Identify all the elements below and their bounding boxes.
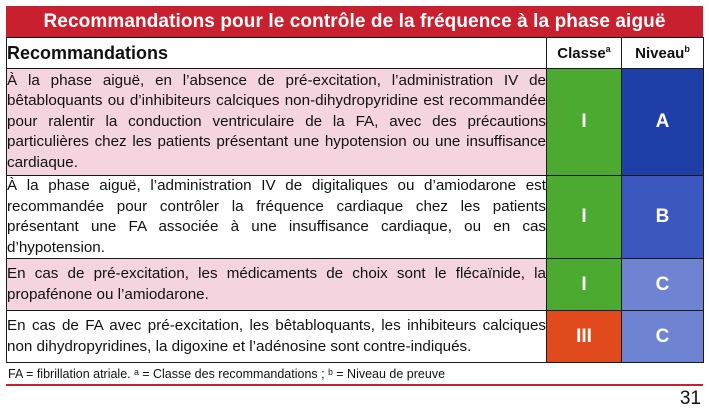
header-classe-label: Classe xyxy=(557,45,606,62)
class-badge: I xyxy=(547,176,622,259)
page-number: 31 xyxy=(679,388,701,409)
table-row xyxy=(7,311,704,363)
recommendation-text: En cas de pré-excitation, les médicaments de choix sont le flécaïnide, la propafénone ou l’amiodarone. xyxy=(7,259,547,311)
header-niveau xyxy=(622,38,704,69)
level-badge: B xyxy=(622,176,704,259)
header-classe-sup: a xyxy=(605,44,611,54)
recommendation-text: En cas de FA avec pré-excitation, les bêtabloquants, les inhibiteurs calciques non dihydropyridines, la digoxine et l’adénosine sont contre-indiqués. xyxy=(7,311,547,363)
table-header-row xyxy=(7,38,704,69)
level-badge: C xyxy=(622,311,704,363)
class-badge: I xyxy=(547,69,622,176)
table-title: Recommandations pour le contrôle de la fréquence à la phase aiguë xyxy=(6,6,703,37)
table-row xyxy=(7,176,704,259)
table-row xyxy=(7,259,704,311)
level-badge: A xyxy=(622,69,704,176)
footnote: FA = fibrillation atriale. ᵃ = Classe des recommandations ; ᵇ = Niveau de preuve xyxy=(8,367,446,381)
class-badge: I xyxy=(547,259,622,311)
header-niveau-sup: b xyxy=(684,44,690,54)
recommendation-text: À la phase aiguë, l’administration IV de digitaliques ou d’amiodarone est recommandée pour contrôler la fréquence cardiaque chez les patients présentant une FA associée à une insuffisance cardiaque, ou en cas d’hypotension. xyxy=(7,176,547,259)
recommendations-table xyxy=(6,37,704,363)
level-badge: C xyxy=(622,259,704,311)
divider xyxy=(6,384,703,386)
header-classe xyxy=(547,38,622,69)
table-row xyxy=(7,69,704,176)
class-badge: III xyxy=(547,311,622,363)
header-niveau-label: Niveau xyxy=(635,45,685,62)
recommendation-text: À la phase aiguë, en l’absence de pré-excitation, l’administration IV de bêtabloquants ou d’inhibiteurs calciques non-dihydropyridine est recommandée pour ralentir la conduction ventriculaire de la FA, avec des précautions particulières chez les patients présentant une hypotension ou une insuffisance cardiaque. xyxy=(7,69,547,176)
header-recommandations: Recommandations xyxy=(7,38,547,69)
